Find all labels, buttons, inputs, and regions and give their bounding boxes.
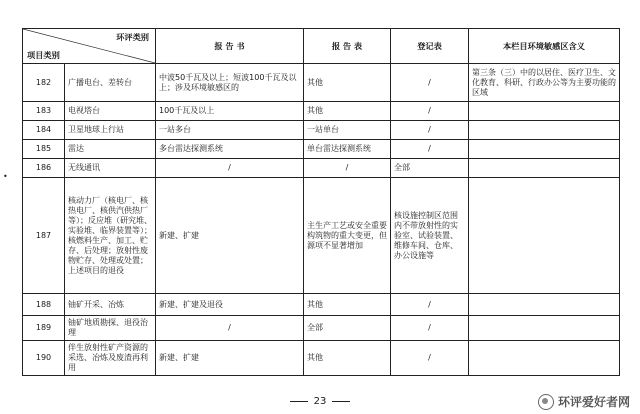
row-report-book: 新建、扩建及退役 <box>156 294 304 316</box>
wechat-logo-icon <box>538 394 554 410</box>
table-row <box>23 140 620 159</box>
row-project-name: 铀矿开采、冶炼 <box>65 294 156 316</box>
row-number: 185 <box>23 140 65 159</box>
row-report-form: 其他 <box>304 64 391 102</box>
row-number: 184 <box>23 121 65 140</box>
side-mark: • <box>3 172 8 181</box>
row-report-form: / <box>304 159 391 178</box>
dash-left <box>290 401 308 402</box>
row-project-name: 电视塔台 <box>65 102 156 121</box>
row-sensitive-area <box>469 121 620 140</box>
row-registration: / <box>391 64 469 102</box>
watermark <box>538 393 630 411</box>
row-sensitive-area <box>469 140 620 159</box>
dash-right <box>332 401 350 402</box>
row-number: 187 <box>23 178 65 294</box>
row-sensitive-area <box>469 316 620 341</box>
row-registration: / <box>391 316 469 341</box>
row-project-name: 核动力厂（核电厂、核热电厂、核供汽供热厂等）；反应堆（研究堆、实验堆、临界装置等）；核燃料生产、加工、贮存、后处理；放射性废物贮存、处理或处置；上述项目的退役 <box>65 178 156 294</box>
row-number: 189 <box>23 316 65 341</box>
row-sensitive-area <box>469 341 620 376</box>
corner-header-cell <box>23 29 156 64</box>
header-registration: 登记表 <box>391 29 469 64</box>
row-sensitive-area <box>469 178 620 294</box>
row-project-name: 无线通讯 <box>65 159 156 178</box>
table-row <box>23 341 620 376</box>
table-row <box>23 316 620 341</box>
row-project-name: 卫星地球上行站 <box>65 121 156 140</box>
row-report-form: 一站单台 <box>304 121 391 140</box>
row-registration: 核设施控制区范围内不带放射性的实验室、试验装置、维修车间、仓库、办公设施等 <box>391 178 469 294</box>
header-report-form: 报 告 表 <box>304 29 391 64</box>
row-report-book: 新建、扩建 <box>156 341 304 376</box>
row-registration: 全部 <box>391 159 469 178</box>
row-registration: / <box>391 140 469 159</box>
corner-bottom-label: 项目类别 <box>27 50 60 60</box>
row-sensitive-area <box>469 159 620 178</box>
row-number: 182 <box>23 64 65 102</box>
row-report-form: 主生产工艺或安全重要构筑物的重大变更，但源项不显著增加 <box>304 178 391 294</box>
corner-top-label: 环评类别 <box>116 32 149 42</box>
row-report-form: 其他 <box>304 102 391 121</box>
row-report-book: / <box>156 159 304 178</box>
row-number: 186 <box>23 159 65 178</box>
row-report-form: 其他 <box>304 294 391 316</box>
table-row <box>23 294 620 316</box>
row-project-name: 铀矿地质勘探、退役治理 <box>65 316 156 341</box>
row-sensitive-area: 第三条（三）中的以居住、医疗卫生、文化教育、科研、行政办公等为主要功能的区域 <box>469 64 620 102</box>
row-report-book: / <box>156 316 304 341</box>
classification-table <box>22 28 620 376</box>
header-sensitive-area: 本栏目环境敏感区含义 <box>469 29 620 64</box>
row-number: 188 <box>23 294 65 316</box>
row-report-form: 其他 <box>304 341 391 376</box>
row-report-book: 新建、扩建 <box>156 178 304 294</box>
table-row <box>23 159 620 178</box>
row-registration: / <box>391 294 469 316</box>
row-registration: / <box>391 121 469 140</box>
watermark-text: 环评爱好者网 <box>557 394 630 409</box>
page-number-text: 23 <box>313 396 327 407</box>
row-project-name: 广播电台、差转台 <box>65 64 156 102</box>
row-registration: / <box>391 102 469 121</box>
row-number: 190 <box>23 341 65 376</box>
row-number: 183 <box>23 102 65 121</box>
row-sensitive-area <box>469 294 620 316</box>
table-header-row <box>23 29 620 64</box>
row-report-book: 多台雷达探测系统 <box>156 140 304 159</box>
row-report-form: 全部 <box>304 316 391 341</box>
table-row <box>23 178 620 294</box>
row-report-book: 中波50千瓦及以上；短波100千瓦及以上；涉及环境敏感区的 <box>156 64 304 102</box>
table-row <box>23 102 620 121</box>
row-project-name: 雷达 <box>65 140 156 159</box>
row-report-form: 单台雷达探测系统 <box>304 140 391 159</box>
row-registration: / <box>391 341 469 376</box>
header-report-book: 报 告 书 <box>156 29 304 64</box>
table-row <box>23 121 620 140</box>
row-project-name: 伴生放射性矿产资源的采选、冶炼及废渣再利用 <box>65 341 156 376</box>
row-sensitive-area <box>469 102 620 121</box>
row-report-book: 100千瓦及以上 <box>156 102 304 121</box>
table-row <box>23 64 620 102</box>
row-report-book: 一站多台 <box>156 121 304 140</box>
